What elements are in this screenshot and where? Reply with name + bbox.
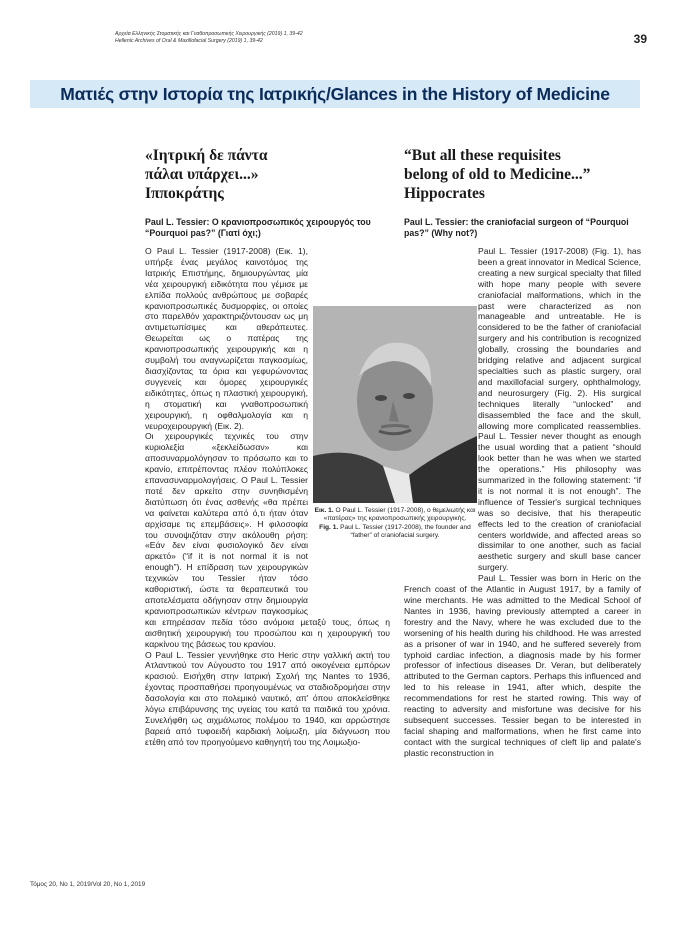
greek-subheading: Paul L. Tessier: Ο κρανιοπροσωπικός χειρουργός του “Pourquoi pas?” (Γιατί όχι;) — [145, 217, 371, 238]
section-title: Ματιές στην Ιστορία της Ιατρικής/Glances in the History of Medicine — [60, 83, 610, 104]
greek-heading-line1: «Ιητρική δε πάντα — [145, 147, 268, 164]
caption-label-greek: Εικ. 1. — [314, 507, 334, 514]
running-head-greek: Αρχεία Ελληνικής Στοματικής και Γναθοπροσωπικής Χειρουργικής (2019) 1, 39-42 — [115, 31, 303, 37]
caption-label-english: Fig. 1. — [319, 523, 339, 531]
figure-1-caption — [313, 507, 477, 541]
english-heading-line2: belong of old to Medicine...” — [404, 166, 591, 183]
english-heading — [404, 146, 641, 203]
greek-heading — [145, 146, 390, 203]
greek-paragraph-3: Ο Paul L. Tessier γεννήθηκε στο Heric στην γαλλική ακτή του Ατλαντικού τον Αύγουστο του 1917 από οικογένεια εμπόρων κρασιού. Εισήχθη στην Ιατρική Σχολή της Nantes το 1936, έχοντας προσπαθήσει προηγουμένως να σταδιοδρομήσει στην δασολογία και στο πολεμικό ναυτικό, απ' όπου αποκλείσθηκε λόγω επιβάρυνσης της υγείας του κατά τα παιδικά του χρόνια. Συνελήφθη ως αιχμάλωτος πολέμου το 1940, και αρρώστησε βαρειά από τυφοειδή καρδιακή λοίμωξη, μία διάγνωση που ετέθη από τον προηγούμενο καθηγητή του της Λοιμωξιο- — [145, 649, 390, 747]
greek-heading-line3: Ιπποκράτης — [145, 185, 224, 202]
english-subheading: Paul L. Tessier: the craniofacial surgeon of “Pourquoi pas?” (Why not?) — [404, 217, 629, 238]
english-paragraph-2: Paul L. Tessier was born in Heric on the French coast of the Atlantic in August 1917, by a family of wine merchants. He was admitted to the Medical School of Nantes in 1936, having previously attempted a career in forestry and the Navy, where he was excluded due to the worsening of his health during his childhood. He was arrested as a prisoner of war in 1940, and he suffered severely from typhoid cardiac infection, a diagnosis made by his former professor of infectious diseases Dr. Veran, but deliberately attributed to the German captors. Perhaps this influenced and led to his release in 1941, after which, despite the recommendations for rest he started rowing. This way of reacting to adversity and misfortune was decisive for his subsequent successes. Tessier began to be interested in facial shaping and malformations, when he first came into contact with the surgical techniques of cleft lip and palate's plastic reconstruction in — [404, 573, 641, 758]
figure-1 — [313, 306, 477, 556]
greek-heading-line2: πάλαι υπάρχει...» — [145, 166, 259, 183]
page-footer: Τόμος 20, Νο 1, 2019/Vol 20, No 1, 2019 — [30, 881, 146, 888]
running-head-english: Hellenic Archives of Oral & Maxillofacial Surgery (2019) 1, 39-42 — [115, 38, 263, 44]
caption-english: Paul L. Tessier (1917-2008), the founder and “father” of craniofacial surgery. — [340, 523, 471, 540]
english-heading-line1: “But all these requisites — [404, 147, 561, 164]
section-banner — [30, 80, 640, 108]
english-paragraph-1: Paul L. Tessier (1917-2008) (Fig. 1), has been a great innovator in Medical Science, creating a new surgical specialty that filled with hope many people with severe craniofacial malformations, which in the past were characterized as non manageable and untreatable. He is considered to be the father of craniofacial surgery and his contribution is recognized globally, crossing the boundaries and bridging relative and adjacent surgical specialties such as plastic surgery, oral and maxillofacial surgery, ophthalmology, and neurosurgery (Fig. 2). His surgical techniques literally “unlocked” and disassembled the face and the skull, allowing more complicated reassemblies. Paul L. Tessier never thought as enough the usual wording that a patient “should look better than he was when we started the operations.” His philosophy was summarized in the following statement: “if it is not normal it is not enough”. The influence of Tessier's surgical techniques was so decisive, that his therapeutic effects led to the creation of craniofacial centers worldwide, and affected areas so dissimilar to one another, such as facial aesthetic surgery and skull base cancer surgery. — [478, 246, 641, 573]
running-head — [115, 31, 545, 45]
greek-paragraph-2: Οι χειρουργικές τεχνικές του στην κυριολεξία «ξεκλείδωσαν» και αποσυναρμολόγησαν το πρόσωπο και το κρανίο, επιτρέποντας πλέον πολύπλοκες επανασυναρμολογήσεις. Ο Paul L. Tessier ποτέ δεν αρκείτο στην συνηθισμένη διατύπωση ότι ένας ασθενής «θα πρέπει να φαίνεται καλύτερα από ό,τι ήταν όταν αρχίσαμε τις επεμβάσεις». Η φιλοσοφία του συνοψιζόταν στην ακόλουθη ρήση: «Εάν δεν είναι φυσιολογικό δεν είναι αρκετό» (“if it is not normal it is not enough”). Η επίδραση των χειρουργικών τεχνικών του Tessier ήταν τόσο καθοριστική, ώστε τα θεραπευτικά του αποτελέσματα οδήγησαν στην δημιουργία κρανιοπροσωπικών κέντρων παγκοσμίως και επηρέασαν πεδία τόσο ανόμοια μεταξύ τους, όπως η αισθητική χειρουργική του προσώπου και η χειρουργική του καρκίνου της βάσεως του κρανίου. — [145, 431, 390, 649]
portrait-drawing — [313, 306, 477, 503]
caption-greek: Ο Paul L. Tessier (1917-2008), ο θεμελιωτής και «πατέρας» της κρανιοπροσωπικής χειρουργικής. — [323, 507, 476, 523]
tessier-portrait — [313, 306, 477, 503]
greek-paragraph-1: Ο Paul L. Tessier (1917-2008) (Εικ. 1), υπήρξε ένας μεγάλος καινοτόμος της Ιατρικής Επιστήμης, δημιουργώντας μία νέα χειρουργική ειδικότητα που γέμισε με ελπίδα πολλούς ανθρώπους με σοβαρές κρανιοπροσωπικές δυσμορφίες, οι οποίες στο παρελθόν χαρακτηριζόντουσαν ως μη αντιμετωπίσιμες και αθεράπευτες. Θεωρείται ως ο πατέρας της κρανιοπροσωπικής χειρουργικής και η συμβολή του αναγνωρίζεται παγκοσμίως, διασχίζοντας τα όρια και γεφυρώνοντας συγγενείς και όμορες χειρουργικές ειδικότητες, όπως η πλαστική χειρουργική, η στοματική και γναθοπροσωπική χειρουργική, η οφθαλμολογία και η νευροχειρουργική (Εικ. 2). — [145, 246, 308, 431]
page-number: 39 — [633, 32, 647, 46]
english-heading-line3: Hippocrates — [404, 185, 485, 202]
